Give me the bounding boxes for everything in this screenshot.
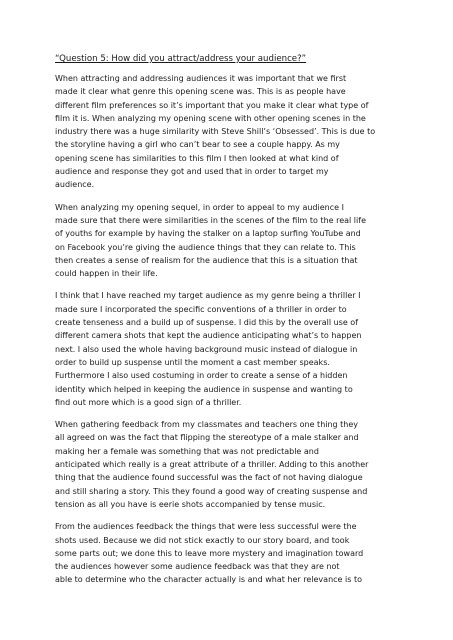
text-line: I think that I have reached my target audience as my genre being a thriller I [55,291,361,301]
text-line: identity which helped in keeping the audience in suspense and wanting to [55,384,353,394]
text-line: order to build up suspense until the moment a cast member speaks. [55,357,330,367]
text-line: made sure that there were similarities in the scenes of the film to the real life [55,215,366,225]
paragraph [55,289,401,409]
text-line: the storyline having a girl who can’t bear to see a couple happy. As my [55,140,340,150]
paragraph [55,201,401,281]
text-line: audience. [55,180,95,190]
text-line: then creates a sense of realism for the audience that this is a situation that [55,255,358,265]
document-body [55,72,401,587]
text-line: audience and response they got and used that in order to target my [55,167,329,177]
text-line: thing that the audience found successful was the fact of not having dialogue [55,473,363,483]
text-line: Furthermore I also used costuming in order to create a sense of a hidden [55,371,348,381]
text-line: opening scene has similarities to this film I then looked at what kind of [55,153,339,163]
text-line: anticipated which really is a great attribute of a thriller. Adding to this another [55,460,369,470]
text-line: different camera shots that kept the audience anticipating what’s to happen [55,331,362,341]
text-line: create tenseness and a build up of suspense. I did this by the overall use of [55,318,359,328]
text-line: and still sharing a story. This they found a good way of creating suspense and [55,486,368,496]
paragraph [55,72,401,192]
text-line: film it is. When analyzing my opening scene with other opening scenes in the [55,113,366,123]
text-line: of youths for example by having the stalker on a laptop surfing YouTube and [55,229,361,239]
text-line: some parts out; we done this to leave more mystery and imagination toward [55,548,364,558]
text-line: able to determine who the character actually is and what her relevance is to [55,575,362,585]
text-line: could happen in their life. [55,269,158,279]
text-line: making her a female was something that was not predictable and [55,446,319,456]
paragraph [55,520,401,586]
text-line: shots used. Because we did not stick exactly to our story board, and took [55,535,350,545]
paragraph [55,418,401,511]
text-line: From the audiences feedback the things that were less successful were the [55,522,357,532]
text-line: all agreed on was the fact that flipping the stereotype of a male stalker and [55,433,359,443]
text-line: tension as all you have is eerie shots accompanied by tense music. [55,499,326,509]
text-line: find out more which is a good sign of a thriller. [55,397,242,407]
text-line: made it clear what genre this opening scene was. This is as people have [55,87,346,97]
text-line: the audiences however some audience feedback was that they are not [55,562,340,572]
text-line: next. I also used the whole having background music instead of dialogue in [55,344,358,354]
document-page [55,53,401,596]
text-line: on Facebook you’re giving the audience things that they can relate to. This [55,242,356,252]
text-line: industry there was a huge similarity with Steve Shill’s ‘Obsessed’. This is due to [55,127,376,137]
text-line: made sure I incorporated the specific conventions of a thriller in order to [55,304,347,314]
text-line: When gathering feedback from my classmates and teachers one thing they [55,420,359,430]
text-line: When analyzing my opening sequel, in order to appeal to my audience I [55,202,344,212]
text-line: When attracting and addressing audiences it was important that we first [55,74,347,83]
question-heading: “Question 5: How did you attract/address your audience?” [55,54,307,64]
text-line: different film preferences so it’s important that you make it clear what type of [55,100,369,110]
